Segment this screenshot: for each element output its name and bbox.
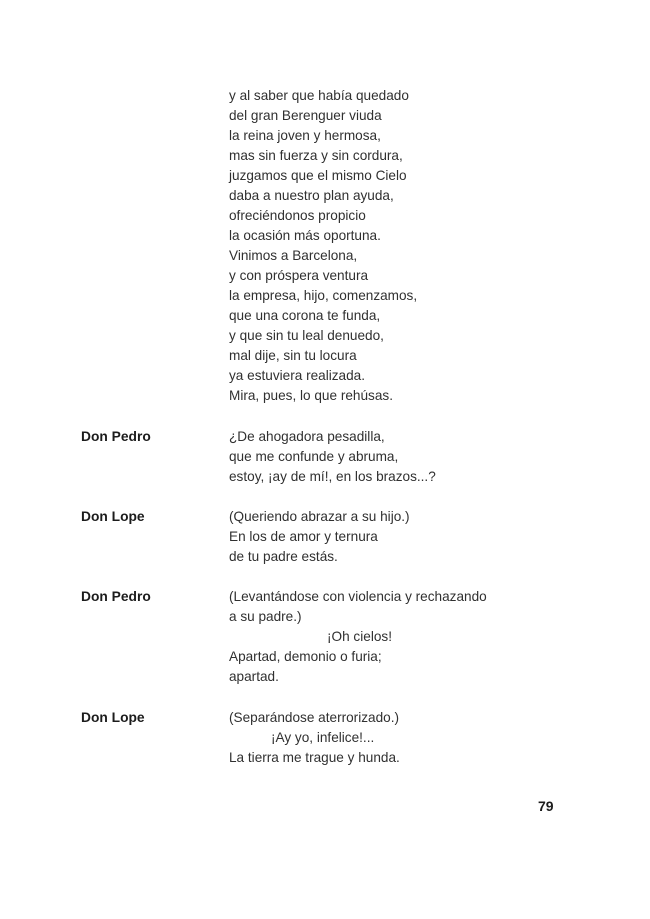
verse-line: la reina joven y hermosa, bbox=[229, 128, 381, 143]
verse-line: ¿De ahogadora pesadilla, bbox=[229, 429, 385, 444]
verse-line: del gran Berenguer viuda bbox=[229, 108, 382, 123]
stage-direction: (Separándose aterrorizado.) bbox=[229, 710, 400, 725]
verse-line: apartad. bbox=[229, 669, 279, 684]
verse-line: juzgamos que el mismo Cielo bbox=[229, 168, 407, 183]
verse-line: Mira, pues, lo que rehúsas. bbox=[229, 388, 393, 403]
verse-line: mas sin fuerza y sin cordura, bbox=[229, 148, 403, 163]
stage-direction: (Levantándose con violencia y rechazando bbox=[229, 589, 487, 604]
verse-line: y que sin tu leal denuedo, bbox=[229, 328, 384, 343]
verse-line-indented: ¡Oh cielos! bbox=[327, 629, 392, 644]
speaker-name: Don Pedro bbox=[81, 429, 151, 444]
speaker-name: Don Lope bbox=[81, 710, 145, 725]
verse-line: la ocasión más oportuna. bbox=[229, 228, 381, 243]
verse-line: y al saber que había quedado bbox=[229, 88, 409, 103]
page-number: 79 bbox=[538, 798, 554, 814]
speaker-name: Don Lope bbox=[81, 509, 145, 524]
verse-line: que una corona te funda, bbox=[229, 308, 381, 323]
verse-line-indented: ¡Ay yo, infelice!... bbox=[271, 730, 375, 745]
verse-line: La tierra me trague y hunda. bbox=[229, 750, 400, 765]
verse-line: y con próspera ventura bbox=[229, 268, 369, 283]
verse-line: que me confunde y abruma, bbox=[229, 449, 399, 464]
stage-direction: a su padre.) bbox=[229, 609, 302, 624]
verse-line: estoy, ¡ay de mí!, en los brazos...? bbox=[229, 469, 436, 484]
stage-direction: (Queriendo abrazar a su hijo.) bbox=[229, 509, 410, 524]
verse-line: Vinimos a Barcelona, bbox=[229, 248, 358, 263]
speaker-name: Don Pedro bbox=[81, 589, 151, 604]
verse-line: mal dije, sin tu locura bbox=[229, 348, 357, 363]
verse-line: la empresa, hijo, comenzamos, bbox=[229, 288, 418, 303]
verse-line: En los de amor y ternura bbox=[229, 529, 378, 544]
verse-line: ofreciéndonos propicio bbox=[229, 208, 366, 223]
verse-line: de tu padre estás. bbox=[229, 549, 338, 564]
verse-line: Apartad, demonio o furia; bbox=[229, 649, 382, 664]
verse-line: daba a nuestro plan ayuda, bbox=[229, 188, 394, 203]
verse-line: ya estuviera realizada. bbox=[229, 368, 366, 383]
